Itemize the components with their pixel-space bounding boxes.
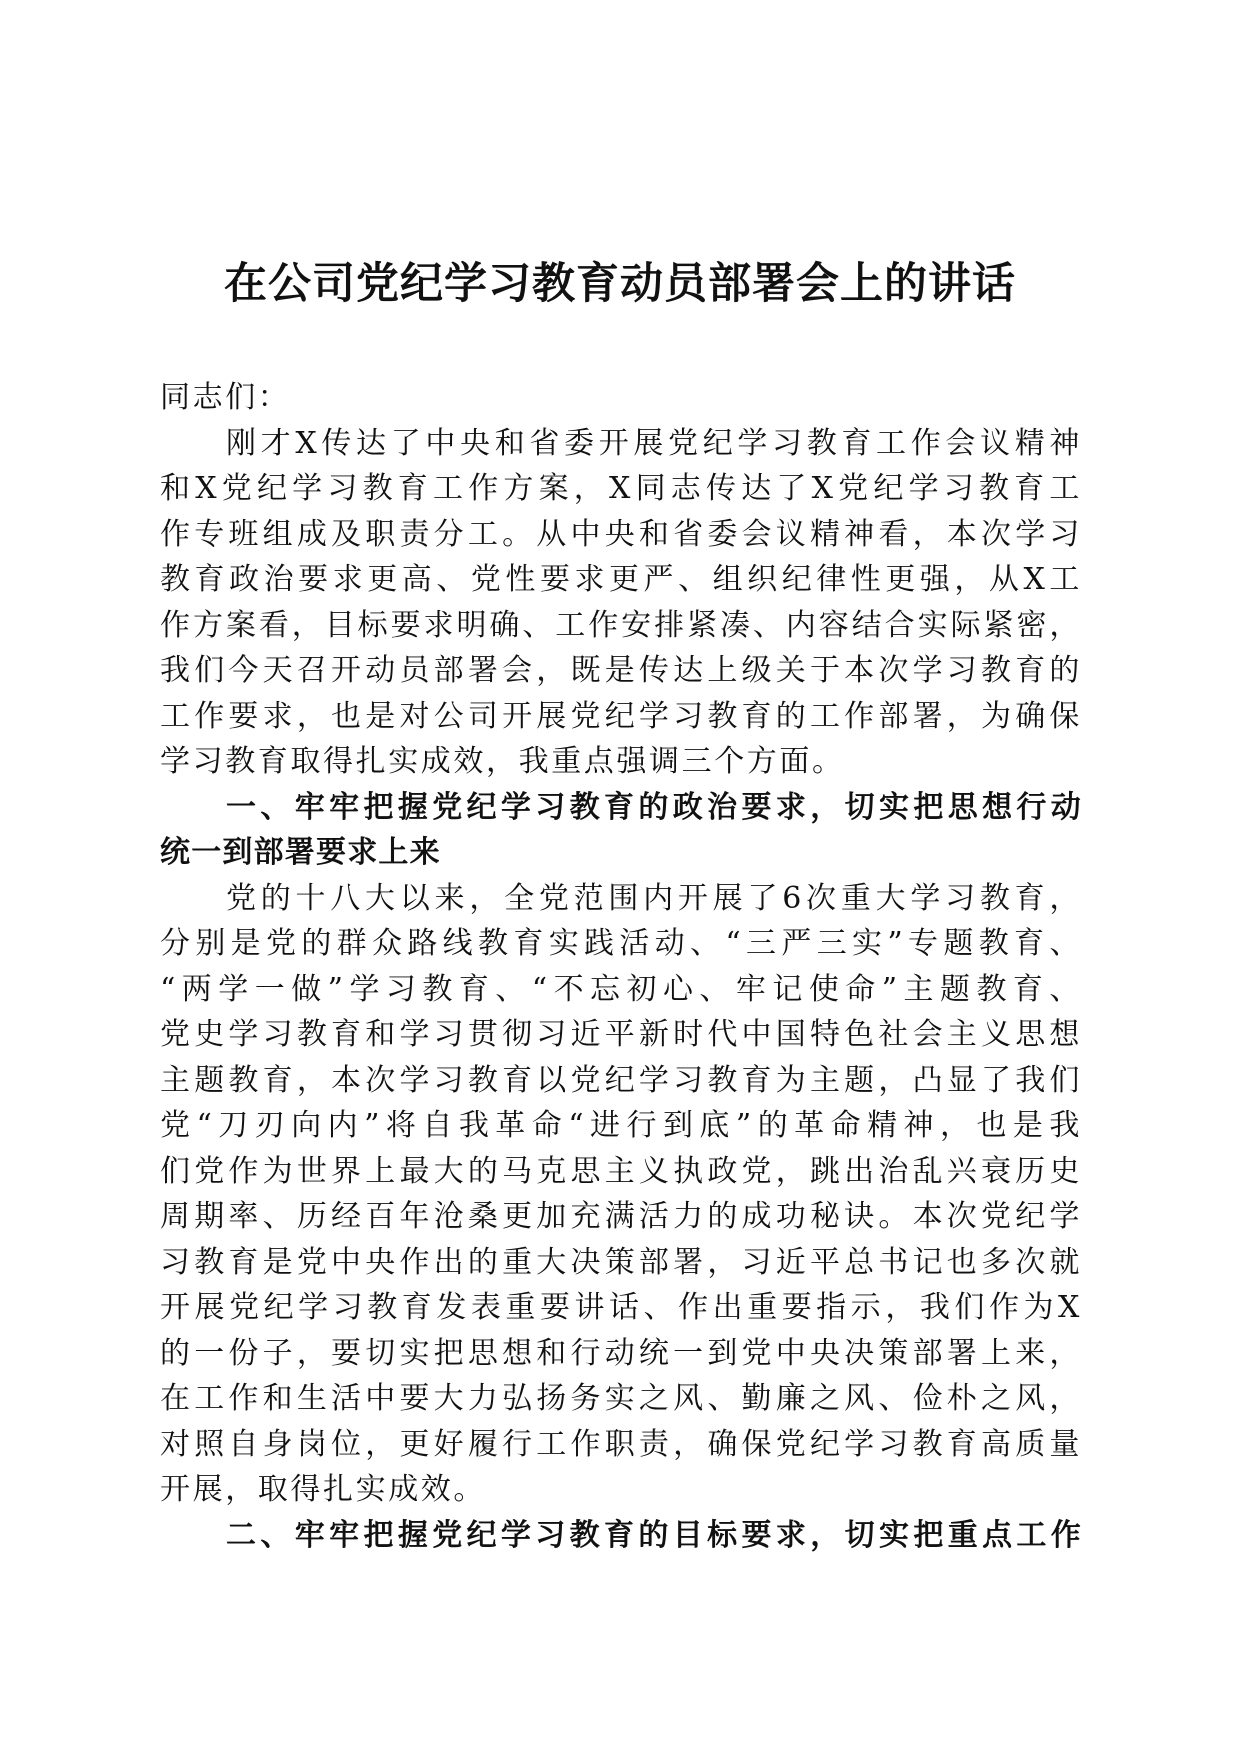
paragraph-line: 党史学习教育和学习贯彻习近平新时代中国特色社会主义思想 [160,1017,1082,1052]
paragraph-line: 分别是党的群众路线教育实践活动、“三严三实”专题教育、 [160,926,1082,961]
paragraph-line: 工作要求，也是对公司开展党纪学习教育的工作部署，为确保 [160,698,1082,734]
paragraph-line: 们党作为世界上最大的马克思主义执政党，跳出治乱兴衰历史 [160,1153,1082,1189]
paragraph-line: 党的十八大以来，全党范围内开展了6次重大学习教育， [226,880,1082,916]
document-body [160,375,1082,1558]
paragraph-line: 教育政治要求更高、党性要求更严、组织纪律性更强，从X工 [160,562,1082,597]
paragraph-line: 在工作和生活中要大力弘扬务实之风、勤廉之风、俭朴之风， [160,1381,1082,1416]
heading-line: 二、牢牢把握党纪学习教育的目标要求，切实把重点工作 [226,1517,1082,1553]
document-title: 在公司党纪学习教育动员部署会上的讲话 [224,259,1016,309]
paragraph-line: 的一份子，要切实把思想和行动统一到党中央决策部署上来， [160,1335,1082,1371]
paragraph-line: 习教育是党中央作出的重大决策部署，习近平总书记也多次就 [160,1244,1082,1280]
heading-line: 统一到部署要求上来 [160,835,441,870]
paragraph-line: 周期率、历经百年沧桑更加充满活力的成功秘诀。本次党纪学 [160,1199,1082,1234]
paragraph-line: 作专班组成及职责分工。从中央和省委会议精神看，本次学习 [160,516,1082,552]
paragraph-1 [160,421,1082,785]
paragraph-line: 主题教育，本次学习教育以党纪学习教育为主题，凸显了我们 [160,1062,1082,1098]
paragraph-line: 对照自身岗位，更好履行工作职责，确保党纪学习教育高质量 [160,1426,1082,1462]
paragraph-line: 学习教育取得扎实成效，我重点强调三个方面。 [160,744,845,779]
section-heading-2 [160,1513,1082,1559]
paragraph-line: 开展党纪学习教育发表重要讲话、作出重要指示，我们作为X [160,1290,1082,1325]
heading-line: 一、牢牢把握党纪学习教育的政治要求，切实把思想行动 [226,789,1082,825]
paragraph-line: “两学一做”学习教育、“不忘初心、牢记使命”主题教育、 [160,971,1082,1007]
salutation: 同志们： [160,380,291,415]
paragraph-line: 作方案看，目标要求明确、工作安排紧凑、内容结合实际紧密， [160,607,1082,643]
paragraph-line: 党“刀刃向内”将自我革命“进行到底”的革命精神，也是我 [160,1108,1082,1143]
paragraph-line: 和X党纪学习教育工作方案，X同志传达了X党纪学习教育工 [160,471,1082,506]
paragraph-line: 开展，取得扎实成效。 [160,1472,486,1507]
section-heading-1 [160,785,1082,876]
paragraph-2 [160,876,1082,1513]
paragraph-line: 我们今天召开动员部署会，既是传达上级关于本次学习教育的 [160,653,1082,688]
paragraph-line: 刚才X传达了中央和省委开展党纪学习教育工作会议精神 [226,425,1082,461]
